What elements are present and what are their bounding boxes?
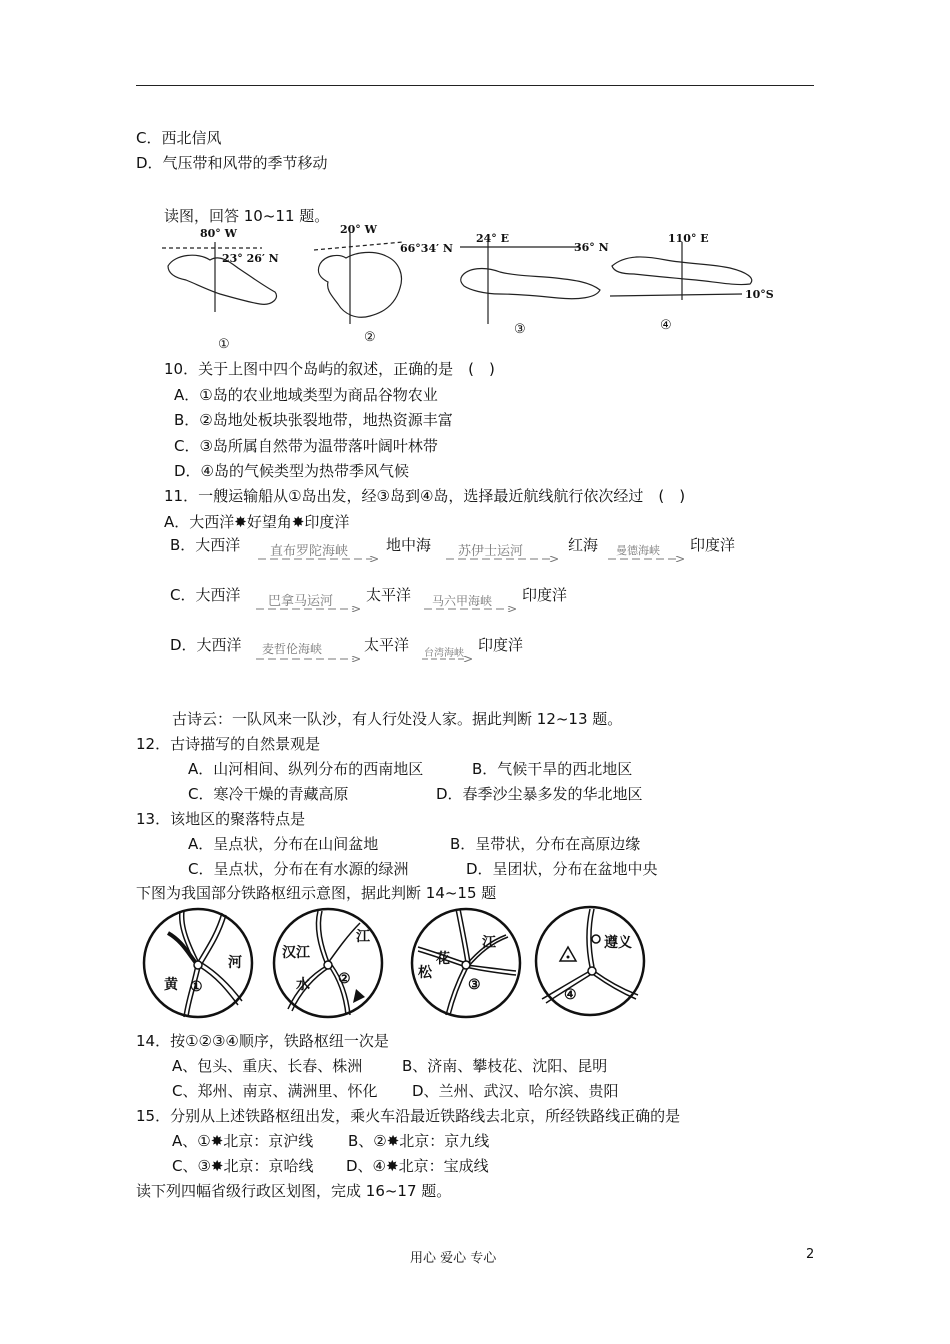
q15-option-b: B、②✸北京：京九线 bbox=[348, 1132, 490, 1150]
rail-c3-label-jiang: 江 bbox=[482, 935, 496, 951]
q11-c-route-1 bbox=[256, 590, 360, 612]
q10-option-d: D．④岛的气候类型为热带季风气候 bbox=[174, 462, 409, 480]
q11-c-place-2: 印度洋 bbox=[522, 586, 568, 604]
q13-option-c: C．呈点状，分布在有水源的绿洲 bbox=[188, 860, 409, 878]
rail-c3-label-song: 松 bbox=[418, 965, 432, 981]
label-36n: 36° N bbox=[574, 241, 609, 254]
q11-c-place-1: 太平洋 bbox=[366, 586, 412, 604]
rail-c3-number: ③ bbox=[468, 977, 481, 993]
q12-option-d: D．春季沙尘暴多发的华北地区 bbox=[436, 785, 643, 803]
q12-option-a: A．山河相间、纵列分布的西南地区 bbox=[188, 760, 424, 778]
island-number-1: ① bbox=[218, 337, 230, 352]
q15-option-c: C、③✸北京：京哈线 bbox=[172, 1157, 314, 1175]
q15-stem: 15．分别从上述铁路枢纽出发，乘火车沿最近铁路线去北京，所经铁路线正确的是 bbox=[136, 1107, 681, 1125]
railway-hub-map bbox=[138, 905, 658, 1025]
rail-c2-number: ② bbox=[338, 971, 351, 987]
q11-c-route-2 bbox=[424, 592, 516, 612]
q11-c-route-1-label: 巴拿马运河 bbox=[268, 594, 334, 609]
q10-stem: 10．关于上图中四个岛屿的叙述，正确的是 ( ) bbox=[164, 360, 495, 378]
header-rule bbox=[136, 85, 814, 86]
q11-option-c-start: C．大西洋 bbox=[170, 586, 241, 604]
q10-option-c: C．③岛所属自然带为温带落叶阔叶林带 bbox=[174, 437, 438, 455]
q11-option-d-start: D．大西洋 bbox=[170, 636, 242, 654]
q11-option-a: A．大西洋✸好望角✸印度洋 bbox=[164, 513, 350, 531]
q11-b-place-2: 红海 bbox=[568, 536, 599, 554]
island-number-4: ④ bbox=[660, 318, 672, 333]
q12-stem: 12．古诗描写的自然景观是 bbox=[136, 735, 321, 753]
q14-stem: 14．按①②③④顺序，铁路枢纽一次是 bbox=[136, 1032, 389, 1050]
q13-stem: 13．该地区的聚落特点是 bbox=[136, 810, 306, 828]
q11-d-route-1 bbox=[256, 640, 360, 662]
island-map bbox=[160, 224, 790, 354]
q13-option-a: A．呈点状，分布在山间盆地 bbox=[188, 835, 379, 853]
q14-option-d: D、兰州、武汉、哈尔滨、贵阳 bbox=[412, 1082, 619, 1100]
q11-option-b-start: B．大西洋 bbox=[170, 536, 241, 554]
rail-c1-number: ① bbox=[190, 979, 203, 995]
rail-c2-label-jiang: 江 bbox=[356, 929, 370, 945]
q14-option-a: A、包头、重庆、长春、株洲 bbox=[172, 1057, 363, 1075]
rail-c4-label-zunyi: 遵义 bbox=[604, 935, 632, 951]
q10-option-b: B．②岛地处板块张裂地带，地热资源丰富 bbox=[174, 411, 453, 429]
island-number-2: ② bbox=[364, 330, 376, 345]
q10-option-a: A．①岛的农业地域类型为商品谷物农业 bbox=[174, 386, 438, 404]
rail-c1-label-huang: 黄 bbox=[164, 977, 178, 993]
poem-intro: 古诗云：一队风来一队沙，有人行处没人家。据此判断 12~13 题。 bbox=[172, 710, 623, 728]
q12-option-c: C．寒冷干燥的青藏高原 bbox=[188, 785, 349, 803]
rail-intro: 下图为我国部分铁路枢纽示意图，据此判断 14~15 题 bbox=[136, 884, 497, 902]
rail-c4-number: ④ bbox=[564, 987, 577, 1003]
label-23n: 23° 26′ N bbox=[222, 252, 279, 265]
island-number-3: ③ bbox=[514, 322, 526, 337]
q11-d-place-1: 太平洋 bbox=[364, 636, 410, 654]
q11-c-route-2-label: 马六甲海峡 bbox=[432, 594, 493, 608]
q14-option-b: B、济南、攀枝花、沈阳、昆明 bbox=[402, 1057, 608, 1075]
q11-d-route-2 bbox=[422, 644, 472, 662]
intro-16-17: 读下列四幅省级行政区划图，完成 16~17 题。 bbox=[136, 1182, 452, 1200]
rail-c2-label-hanjiang: 汉江 bbox=[282, 945, 310, 961]
label-24e: 24° E bbox=[476, 232, 510, 245]
q15-option-a: A、①✸北京：京沪线 bbox=[172, 1132, 314, 1150]
rail-c1-label-he: 河 bbox=[228, 955, 242, 971]
q12-option-b: B．气候干旱的西北地区 bbox=[472, 760, 633, 778]
q11-d-place-2: 印度洋 bbox=[478, 636, 524, 654]
rail-c2-label-shui: 水 bbox=[296, 977, 310, 993]
q11-b-route-2-label: 苏伊士运河 bbox=[458, 544, 524, 559]
prev-option-c: C．西北信风 bbox=[136, 129, 222, 147]
q11-b-place-3: 印度洋 bbox=[690, 536, 736, 554]
q11-stem: 11．一艘运输船从①岛出发，经③岛到④岛，选择最近航线航行依次经过 ( ) bbox=[164, 487, 686, 505]
q13-option-d: D．呈团状，分布在盆地中央 bbox=[466, 860, 658, 878]
q11-d-route-2-label: 台湾海峡 bbox=[424, 648, 464, 659]
q11-d-route-1-label: 麦哲伦海峡 bbox=[262, 642, 323, 656]
label-66n: 66°34′ N bbox=[400, 242, 453, 255]
q13-option-b: B．呈带状，分布在高原边缘 bbox=[450, 835, 641, 853]
footer-text: 用心 爱心 专心 bbox=[410, 1251, 497, 1266]
q11-b-route-2 bbox=[446, 540, 558, 562]
label-10s: 10°S bbox=[745, 288, 774, 301]
q11-b-route-1 bbox=[258, 540, 378, 562]
label-80w: 80° W bbox=[200, 227, 237, 240]
q11-b-route-3-label: 曼德海峡 bbox=[616, 544, 660, 557]
q11-b-route-1-label: 直布罗陀海峡 bbox=[270, 544, 349, 559]
label-110e: 110° E bbox=[668, 232, 709, 245]
rail-c3-label-hua: 花 bbox=[436, 951, 450, 967]
page-number: 2 bbox=[806, 1247, 815, 1262]
q11-b-route-3 bbox=[608, 542, 684, 562]
q15-option-d: D、④✸北京：宝成线 bbox=[346, 1157, 489, 1175]
q11-b-place-1: 地中海 bbox=[386, 536, 432, 554]
prev-option-d: D．气压带和风带的季节移动 bbox=[136, 154, 328, 172]
label-20w: 20° W bbox=[340, 224, 377, 236]
intro-10-11: 读图，回答 10~11 题。 bbox=[164, 207, 330, 225]
q14-option-c: C、郑州、南京、满洲里、怀化 bbox=[172, 1082, 378, 1100]
